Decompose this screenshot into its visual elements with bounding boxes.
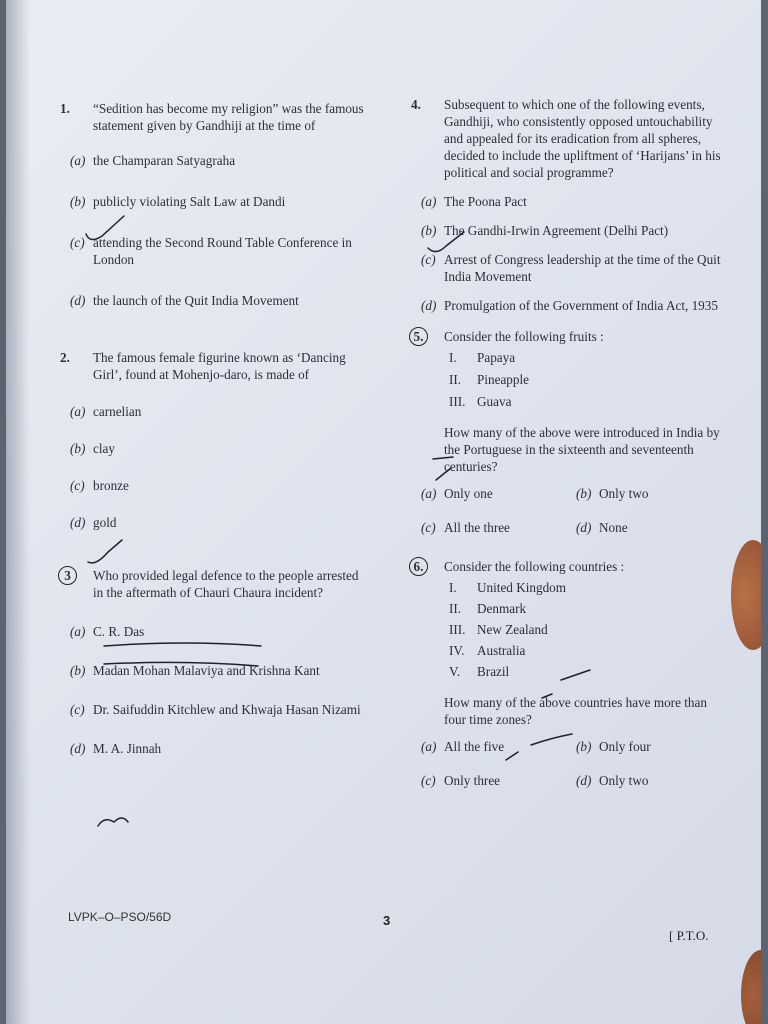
- option-4a[interactable]: (a) The Poona Pact: [421, 194, 527, 209]
- question-stem: Who provided legal defence to the people arrested in the aftermath of Chauri Chaura incident?: [93, 568, 359, 600]
- option-5b[interactable]: (b) Only two: [576, 486, 649, 501]
- list-item: V. Brazil: [449, 664, 510, 679]
- question-5: [411, 328, 721, 345]
- option-4d[interactable]: (d) Promulgation of the Government of India Act, 1935: [421, 298, 718, 313]
- list-item: III. Guava: [449, 394, 512, 409]
- question-number: 4.: [411, 97, 421, 112]
- option-1d[interactable]: (d) the launch of the Quit India Movement: [70, 293, 299, 308]
- question-stem: Consider the following fruits :: [444, 329, 604, 344]
- exam-page: [6, 0, 761, 1024]
- option-1c[interactable]: (c) attending the Second Round Table Conference in London: [70, 235, 352, 267]
- question-2: [60, 349, 365, 383]
- option-2d[interactable]: (d) gold: [70, 515, 117, 530]
- right-column: [411, 96, 721, 789]
- option-5a[interactable]: (a) Only one: [421, 486, 493, 501]
- option-1b[interactable]: (b) publicly violating Salt Law at Dandi: [70, 194, 286, 209]
- list-item: II. Denmark: [449, 601, 527, 616]
- list-item: II. Pineapple: [449, 372, 530, 387]
- option-3c[interactable]: (c) Dr. Saifuddin Kitchlew and Khwaja Hasan Nizami: [70, 702, 361, 717]
- option-6c[interactable]: (c) Only three: [421, 773, 501, 788]
- question-number: 5.: [409, 327, 428, 346]
- question-stem: Consider the following countries :: [444, 559, 625, 574]
- option-6a[interactable]: (a) All the five: [421, 739, 505, 754]
- list-item: I. Papaya: [449, 350, 516, 365]
- question-number: 3: [58, 566, 77, 585]
- finger: [741, 950, 761, 1024]
- option-4b[interactable]: (b) The Gandhi-Irwin Agreement (Delhi Pact): [421, 223, 669, 238]
- question-stem: “Sedition has become my religion” was the famous statement given by Gandhiji at the time of: [93, 101, 364, 133]
- question-4: [411, 96, 721, 181]
- option-1a[interactable]: (a) the Champaran Satyagraha: [70, 153, 236, 168]
- list-item: I. United Kingdom: [449, 580, 567, 595]
- question-6: [411, 558, 721, 575]
- page-shadow: [6, 0, 30, 1024]
- question-number: 1.: [60, 101, 70, 116]
- question-1: [60, 100, 365, 134]
- option-6d[interactable]: (d) Only two: [576, 773, 649, 788]
- option-5d[interactable]: (d) None: [576, 520, 628, 535]
- option-2a[interactable]: (a) carnelian: [70, 404, 142, 419]
- option-2b[interactable]: (b) clay: [70, 441, 115, 456]
- question-number: 2.: [60, 350, 70, 365]
- question-3: [60, 567, 365, 601]
- pto-label: [ P.T.O.: [669, 928, 709, 943]
- option-3d[interactable]: (d) M. A. Jinnah: [70, 741, 162, 756]
- question-stem: Subsequent to which one of the following events, Gandhiji, who consistently opposed untouchability and appealed for its eradication from all spheres, decided to include the upliftment of ‘Harijans’ in his political and social programme?: [444, 97, 721, 180]
- option-5c[interactable]: (c) All the three: [421, 520, 510, 535]
- paper-code: LVPK–O–PSO/56D: [68, 910, 172, 924]
- option-3a[interactable]: (a) C. R. Das: [70, 624, 145, 639]
- page-number: 3: [383, 913, 391, 928]
- option-2c[interactable]: (c) bronze: [70, 478, 129, 493]
- list-item: III. New Zealand: [449, 622, 548, 637]
- question-stem: The famous female figurine known as ‘Dancing Girl’, found at Mohenjo-daro, is made of: [93, 350, 346, 382]
- question-number: 6.: [409, 557, 428, 576]
- option-3b[interactable]: (b) Madan Mohan Malaviya and Krishna Kant: [70, 663, 320, 678]
- question-prompt: How many of the above countries have more than four time zones?: [444, 695, 707, 727]
- option-4c[interactable]: (c) Arrest of Congress leadership at the time of the Quit India Movement: [421, 252, 721, 284]
- list-item: IV. Australia: [449, 643, 526, 658]
- finger: [731, 540, 761, 650]
- question-prompt: How many of the above were introduced in India by the Portuguese in the sixteenth and seventeenth centuries?: [444, 425, 720, 474]
- option-6b[interactable]: (b) Only four: [576, 739, 651, 754]
- left-column: [60, 100, 365, 757]
- scribble-mark: [98, 818, 128, 826]
